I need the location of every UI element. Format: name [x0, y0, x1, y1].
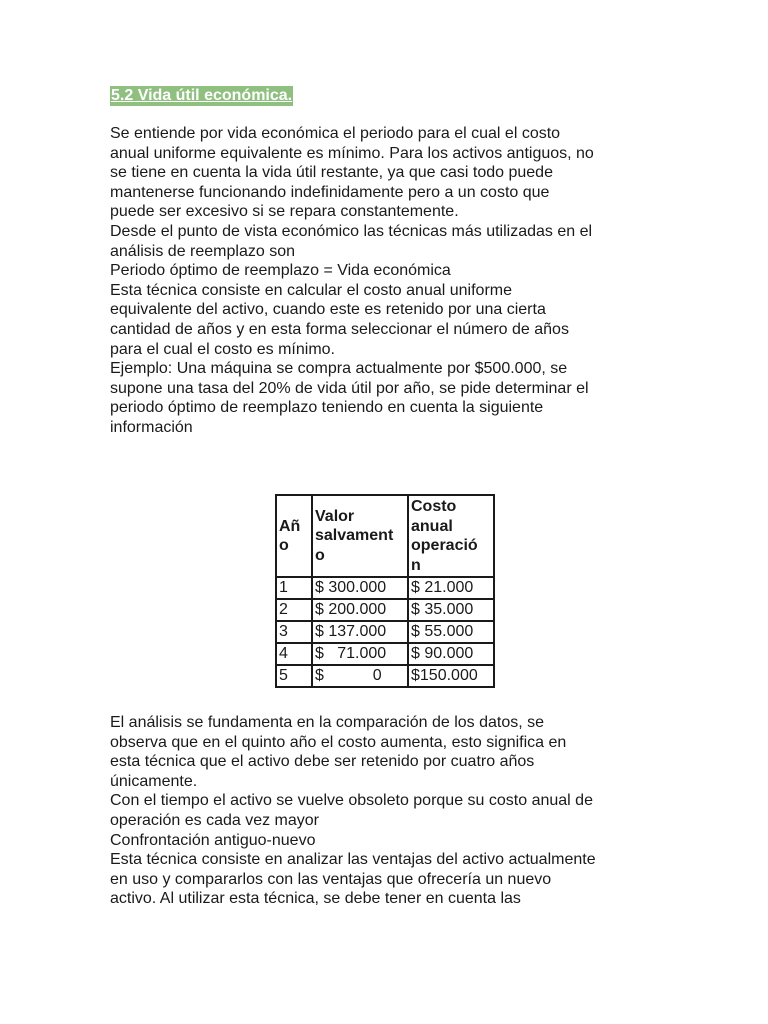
- table-row: [276, 577, 494, 599]
- header-salvage-value: Valor salvament o: [312, 495, 408, 577]
- closing-paragraph: El análisis se fundamenta en la comparación de los datos, se observa que en el quinto año el costo aumenta, esto significa en esta técnica que el activo debe ser retenido por cuatro años únicamente. Con el tiempo el activo se vuelve obsoleto porque su costo anual de operación es cada vez mayor Confrontación antiguo-nuevo Esta técnica consiste en analizar las ventajas del activo actualmente en uso y compararlos con las ventajas que ofrecería un nuevo activo. Al utilizar esta técnica, se debe tener en cuenta las: [110, 714, 596, 908]
- table-row: [276, 643, 494, 665]
- cell-cost: $ 35.000: [408, 599, 494, 621]
- cell-cost: $ 55.000: [408, 621, 494, 643]
- table-row: [276, 621, 494, 643]
- header-annual-cost: Costo anual operació n: [408, 495, 494, 577]
- cell-cost: $ 21.000: [408, 577, 494, 599]
- section-heading: 5.2 Vida útil económica.: [111, 87, 293, 104]
- cell-salvage: $ 71.000: [312, 643, 408, 665]
- cell-year: 4: [276, 643, 312, 665]
- cell-salvage: $ 137.000: [312, 621, 408, 643]
- cell-year: 2: [276, 599, 312, 621]
- intro-paragraph: Se entiende por vida económica el periodo para el cual el costo anual uniforme equivalente es mínimo. Para los activos antiguos, no se tiene en cuenta la vida útil restante, ya que casi todo puede mantenerse funcionando indefinidamente pero a un costo que puede ser excesivo si se repara constantemente. Desde el punto de vista económico las técnicas más utilizadas en el análisis de reemplazo son Periodo óptimo de reemplazo = Vida económica Esta técnica consiste en calcular el costo anual uniforme equivalente del activo, cuando este es retenido por una cierta cantidad de años y en esta forma seleccionar el número de años para el cual el costo es mínimo. Ejemplo: Una máquina se compra actualmente por $500.000, se supone una tasa del 20% de vida útil por año, se pide determinar el periodo óptimo de reemplazo teniendo en cuenta la siguiente información: [110, 125, 594, 436]
- table-header-row: [276, 495, 494, 577]
- cell-year: 1: [276, 577, 312, 599]
- table-row: [276, 665, 494, 687]
- cell-year: 3: [276, 621, 312, 643]
- replacement-data-table: [275, 494, 495, 688]
- cell-salvage: $ 200.000: [312, 599, 408, 621]
- table-row: [276, 599, 494, 621]
- cell-cost: $ 90.000: [408, 643, 494, 665]
- cell-year: 5: [276, 665, 312, 687]
- cell-salvage: $ 300.000: [312, 577, 408, 599]
- data-table-container: [275, 494, 495, 688]
- cell-cost: $150.000: [408, 665, 494, 687]
- cell-salvage: $ 0: [312, 665, 408, 687]
- header-year: Añ o: [276, 495, 312, 577]
